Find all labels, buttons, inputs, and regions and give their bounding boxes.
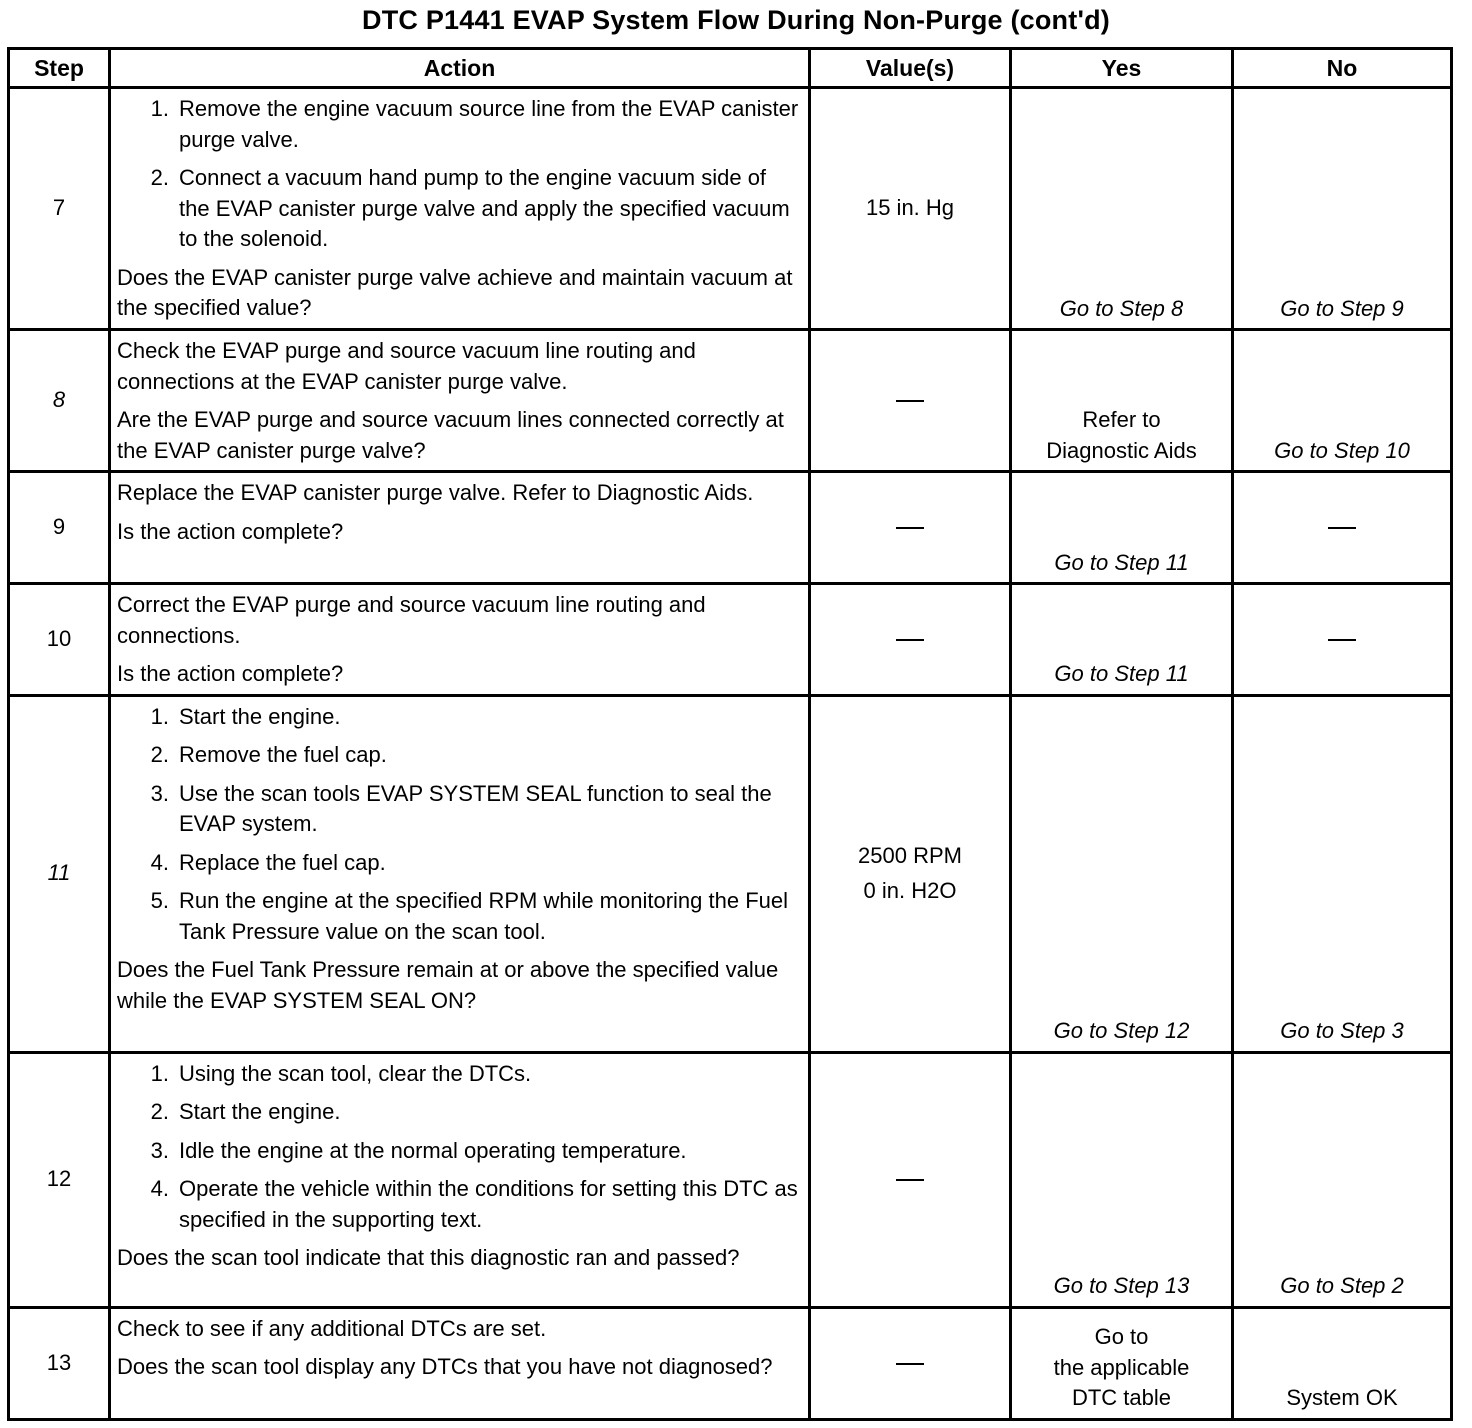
value-cell: [810, 584, 1011, 696]
yes-cell: Go to Step 13: [1011, 1052, 1233, 1307]
dash-mark: [896, 639, 924, 641]
action-text: Replace the EVAP canister purge valve. Refer to Diagnostic Aids.: [117, 480, 754, 505]
action-question: Does the scan tool display any DTCs that you have not diagnosed?: [117, 1354, 773, 1379]
action-cell: [110, 1052, 810, 1307]
no-cell: System OK: [1233, 1307, 1452, 1419]
no-cell: Go to Step 3: [1233, 695, 1452, 1052]
yes-text: Refer to Diagnostic Aids: [1046, 407, 1197, 463]
action-cell: [110, 584, 810, 696]
action-step: 4. Operate the vehicle within the conditions for setting this DTC as specified in the supporting text.: [150, 1176, 798, 1232]
dash-mark: [896, 1363, 924, 1365]
yes-cell: Go to Step 11: [1011, 472, 1233, 584]
action-step: 5. Run the engine at the specified RPM while monitoring the Fuel Tank Pressure value on the scan tool.: [150, 888, 789, 944]
action-cell: [110, 472, 810, 584]
action-cell: [110, 1307, 810, 1419]
value-text: 2500 RPM: [858, 843, 962, 868]
step-number: 11: [9, 695, 110, 1052]
yes-cell: [1011, 330, 1233, 472]
action-step: 2. Connect a vacuum hand pump to the engine vacuum side of the EVAP canister purge valve and apply the specified vacuum to the solenoid.: [150, 165, 790, 251]
value-cell: [810, 330, 1011, 472]
dash-mark: [896, 527, 924, 529]
table-row-step-12: [9, 1052, 1452, 1307]
table-row-step-8: [9, 330, 1452, 472]
step-number: 12: [9, 1052, 110, 1307]
no-cell: [1233, 584, 1452, 696]
header-action: Action: [110, 49, 810, 88]
action-steps: [117, 94, 800, 255]
no-cell: Go to Step 10: [1233, 330, 1452, 472]
table-row-step-7: [9, 88, 1452, 330]
table-row-step-10: [9, 584, 1452, 696]
table-row-step-13: [9, 1307, 1452, 1419]
value-cell: [810, 472, 1011, 584]
dash-mark: [896, 1179, 924, 1181]
action-step: 1. Remove the engine vacuum source line from the EVAP canister purge valve.: [150, 96, 799, 152]
yes-text: Go to: [1094, 1324, 1149, 1349]
step-number: 10: [9, 584, 110, 696]
yes-cell: Go to Step 11: [1011, 584, 1233, 696]
action-question: Are the EVAP purge and source vacuum lines connected correctly at the EVAP canister purge valve?: [117, 407, 784, 463]
no-cell: Go to Step 9: [1233, 88, 1452, 330]
value-cell: [810, 695, 1011, 1052]
action-cell: [110, 330, 810, 472]
value-cell: [810, 1052, 1011, 1307]
dash-mark: [1328, 639, 1356, 641]
action-step: 3. Idle the engine at the normal operating temperature.: [150, 1137, 687, 1163]
action-text: Check to see if any additional DTCs are set.: [117, 1315, 547, 1341]
table-row-step-9: [9, 472, 1452, 584]
value-cell: [810, 1307, 1011, 1419]
dtc-table: [7, 47, 1453, 1421]
page-title: DTC P1441 EVAP System Flow During Non-Purge (cont'd): [362, 5, 1110, 35]
action-steps: [117, 1059, 800, 1236]
step-number: 7: [9, 88, 110, 330]
header-step: Step: [9, 49, 110, 88]
header-values: Value(s): [810, 49, 1011, 88]
step-number: 9: [9, 472, 110, 584]
action-text: Correct the EVAP purge and source vacuum line routing and connections.: [117, 592, 706, 648]
step-number: 13: [9, 1307, 110, 1419]
action-step: 1. Using the scan tool, clear the DTCs.: [150, 1060, 532, 1086]
action-steps: [117, 702, 800, 948]
action-question: Does the scan tool indicate that this diagnostic ran and passed?: [117, 1245, 740, 1270]
dash-mark: [896, 400, 924, 402]
dash-mark: [1328, 527, 1356, 529]
action-text: Check the EVAP purge and source vacuum line routing and connections at the EVAP canister purge valve.: [117, 338, 696, 394]
action-question: Is the action complete?: [117, 661, 344, 686]
yes-text: DTC table: [1071, 1385, 1172, 1410]
value-text: 0 in. H2O: [863, 877, 957, 903]
action-question: Does the Fuel Tank Pressure remain at or above the specified value while the EVAP SYSTEM SEAL ON?: [117, 957, 779, 1013]
value-text: 15 in. Hg: [865, 195, 955, 221]
yes-text: the applicable: [1053, 1354, 1190, 1380]
action-step: 1. Start the engine.: [150, 703, 341, 729]
header-no: No: [1233, 49, 1452, 88]
action-step: 3. Use the scan tools EVAP SYSTEM SEAL function to seal the EVAP system.: [150, 780, 772, 836]
action-cell: [110, 88, 810, 330]
action-question: Is the action complete?: [117, 518, 344, 544]
value-cell: [810, 88, 1011, 330]
header-row: [9, 49, 1452, 88]
action-question: Does the EVAP canister purge valve achieve and maintain vacuum at the specified value?: [117, 264, 793, 320]
header-yes: Yes: [1011, 49, 1233, 88]
step-number: 8: [9, 330, 110, 472]
action-step: 2. Remove the fuel cap.: [150, 742, 387, 767]
no-cell: [1233, 472, 1452, 584]
action-step: 4. Replace the fuel cap.: [150, 849, 386, 875]
table-row-step-11: [9, 695, 1452, 1052]
action-cell: [110, 695, 810, 1052]
no-cell: Go to Step 2: [1233, 1052, 1452, 1307]
action-step: 2. Start the engine.: [150, 1099, 341, 1124]
yes-cell: [1011, 1307, 1233, 1419]
yes-cell: Go to Step 12: [1011, 695, 1233, 1052]
yes-cell: Go to Step 8: [1011, 88, 1233, 330]
